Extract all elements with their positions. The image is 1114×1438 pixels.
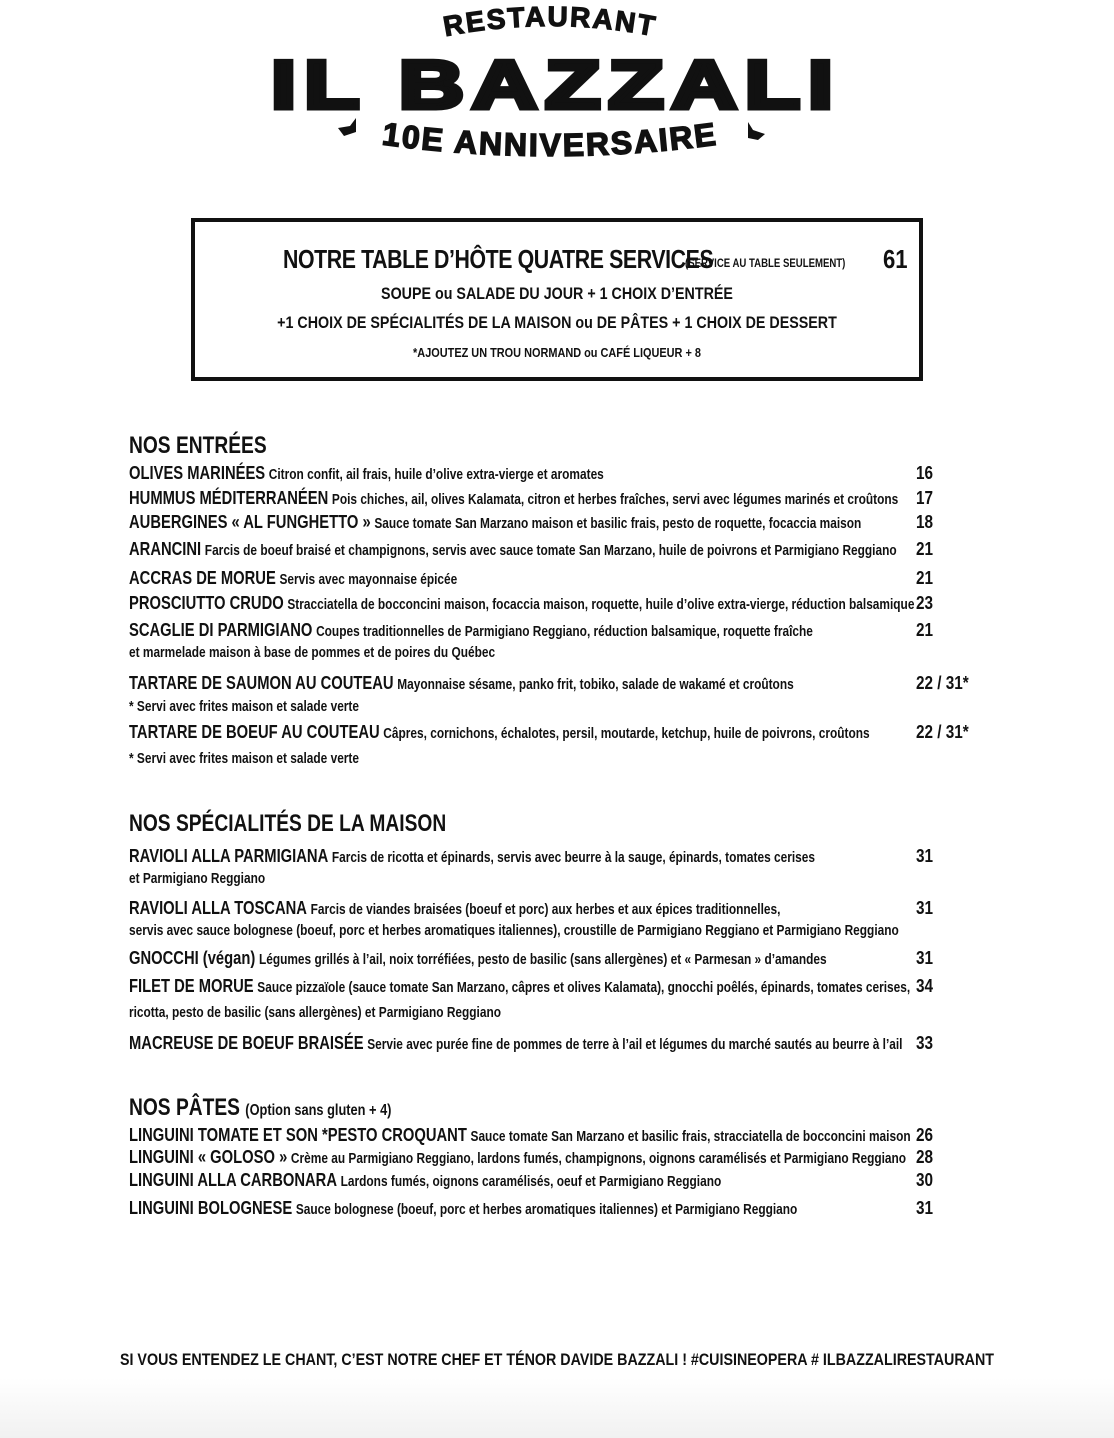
dish-note: * Servi avec frites maison et salade verte [129, 751, 360, 767]
dish-name: AUBERGINES « AL FUNGHETTO » [129, 512, 371, 532]
menu-item [129, 539, 897, 561]
dish-description: Pois chiches, ail, olives Kalamata, citron et herbes fraîches, servi avec légumes marinés et croûtons [331, 492, 899, 508]
menu-item [129, 948, 827, 970]
menu-item [129, 593, 915, 615]
menu-item [129, 488, 899, 510]
menu-item [129, 1033, 903, 1055]
footer-note: SI VOUS ENTENDEZ LE CHANT, C’EST NOTRE CHEF ET TÉNOR DAVIDE BAZZALI ! #CUISINEOPERA # ILBAZZALIRESTAURANT [119, 1350, 995, 1369]
dish-description: Farcis de viandes braisées (boeuf et porc) aux herbes et aux épices traditionnelles, [310, 902, 781, 918]
menu-item [129, 976, 911, 998]
dish-note: * Servi avec frites maison et salade verte [129, 699, 360, 715]
dish-price: 16 [916, 463, 934, 483]
dish-price: 28 [916, 1147, 934, 1167]
menu-item [129, 898, 781, 920]
logo-star-right-icon [748, 122, 765, 140]
dish-description-continued: et marmelade maison à base de pommes et de poires du Québec [129, 645, 496, 661]
restaurant-logo [0, 0, 1114, 200]
dish-description-continued: et Parmigiano Reggiano [129, 871, 266, 887]
dish-name: ARANCINI [129, 539, 202, 559]
dish-price: 34 [916, 976, 934, 996]
dish-description: Mayonnaise sésame, panko frit, tobiko, salade de wakamé et croûtons [397, 677, 794, 693]
menu-item [129, 673, 794, 695]
table-dhote-title: NOTRE TABLE D’HÔTE QUATRE SERVICES [283, 244, 714, 274]
dish-description: Câpres, cornichons, échalotes, persil, moutarde, ketchup, huile de poivrons, croûtons [383, 726, 870, 742]
dish-description: Citron confit, ail frais, huile d’olive extra-vierge et aromates [268, 467, 604, 483]
menu-item [129, 846, 816, 868]
dish-description: Servis avec mayonnaise épicée [279, 572, 458, 588]
table-dhote-price: 61 [883, 244, 908, 274]
dish-name: ACCRAS DE MORUE [129, 568, 276, 588]
dish-price: 31 [916, 1198, 934, 1218]
dish-price: 22 / 31* [916, 722, 969, 742]
dish-name: RAVIOLI ALLA PARMIGIANA [129, 846, 329, 866]
dish-price: 21 [916, 568, 934, 588]
dish-name: HUMMUS MÉDITERRANÉEN [129, 488, 329, 508]
dish-price: 31 [916, 948, 934, 968]
dish-name: TARTARE DE BOEUF AU COUTEAU [129, 722, 380, 742]
dish-price: 33 [916, 1033, 934, 1053]
dish-description: Servie avec purée fine de pommes de terre à l’ail et légumes du marché sautés au beurre à l’ail [367, 1037, 903, 1053]
dish-name: OLIVES MARINÉES [129, 463, 266, 483]
menu-item [129, 1147, 907, 1169]
dish-price: 30 [916, 1170, 934, 1190]
dish-price: 18 [916, 512, 934, 532]
dish-price: 31 [916, 898, 934, 918]
dish-name: MACREUSE DE BOEUF BRAISÉE [129, 1033, 364, 1053]
section-title-specialites: NOS SPÉCIALITÉS DE LA MAISON [129, 810, 447, 837]
logo-anniversary: 10E ANNIVERSAIRE [380, 115, 720, 164]
logo-name: IL BAZZALI [271, 47, 841, 123]
section-title-entrees: NOS ENTRÉES [129, 432, 267, 459]
menu-item [129, 568, 752, 590]
dish-name: LINGUINI TOMATE ET SON *PESTO CROQUANT [129, 1125, 467, 1145]
dish-description: Coupes traditionnelles de Parmigiano Reggiano, réduction balsamique, roquette fraîche [316, 624, 813, 640]
dish-description: Lardons fumés, oignons caramélisés, oeuf et Parmigiano Reggiano [340, 1174, 722, 1190]
dish-name: FILET DE MORUE [129, 976, 254, 996]
dish-description: Sauce tomate San Marzano maison et basilic frais, pesto de roquette, focaccia maison [374, 516, 862, 532]
menu-item [129, 722, 870, 744]
menu-item [129, 512, 862, 534]
dish-description: Farcis de ricotta et épinards, servis avec beurre à la sauge, épinards, tomates cerises [331, 850, 816, 866]
dish-description-continued: servis avec sauce bolognese (boeuf, porc et herbes aromatiques italiennes), croustille de Parmigiano Reggiano et Parmigiano Reggiano [129, 923, 899, 939]
section-title-pates [129, 1094, 391, 1122]
dish-description: Sauce tomate San Marzano et basilic frais, stracciatella de bocconcini maison [470, 1129, 911, 1145]
table-dhote-line-3: *AJOUTEZ UN TROU NORMAND ou CAFÉ LIQUEUR + 8 [413, 345, 701, 360]
section-title-pates-text: NOS PÂTES [129, 1094, 240, 1121]
dish-description: Sauce bolognese (boeuf, porc et herbes aromatiques italiennes) et Parmigiano Reggiano [295, 1202, 798, 1218]
dish-price: 21 [916, 539, 934, 559]
table-dhote-line-1: SOUPE ou SALADE DU JOUR + 1 CHOIX D’ENTRÉE [381, 284, 733, 303]
table-dhote-line-2: +1 CHOIX DE SPÉCIALITÉS DE LA MAISON ou DE PÂTES + 1 CHOIX DE DESSERT [277, 313, 837, 332]
dish-price: 21 [916, 620, 934, 640]
menu-item [129, 1125, 911, 1147]
menu-item [129, 1170, 752, 1192]
menu-item [129, 620, 813, 642]
dish-description: Farcis de boeuf braisé et champignons, servis avec sauce tomate San Marzano, huile de poivrons et Parmigiano Reggiano [204, 543, 897, 559]
dish-price: 17 [916, 488, 934, 508]
dish-description-continued: ricotta, pesto de basilic (sans allergènes) et Parmigiano Reggiano [129, 1005, 501, 1021]
dish-description: Sauce pizzaïole (sauce tomate San Marzano, câpres et olives Kalamata), gnocchi poêlés, épinards, tomates cerises, [257, 980, 911, 996]
page-bottom-shade [0, 1378, 1114, 1438]
dish-name: PROSCIUTTO CRUDO [129, 593, 284, 613]
dish-name: SCAGLIE DI PARMIGIANO [129, 620, 313, 640]
dish-description: Légumes grillés à l’ail, noix torréfiées, pesto de basilic (sans allergènes) et « Parmesan » d’amandes [258, 952, 827, 968]
table-dhote-box [191, 218, 923, 381]
menu-item [129, 1198, 798, 1220]
dish-name: TARTARE DE SAUMON AU COUTEAU [129, 673, 394, 693]
menu-item [129, 463, 752, 485]
dish-price: 22 / 31* [916, 673, 969, 693]
dish-description: Crème au Parmigiano Reggiano, lardons fumés, champignons, oignons caramélisés et Parmigiano Reggiano [290, 1151, 907, 1167]
dish-name: LINGUINI « GOLOSO » [129, 1147, 288, 1167]
dish-price: 26 [916, 1125, 934, 1145]
dish-name: RAVIOLI ALLA TOSCANA [129, 898, 307, 918]
dish-price: 23 [916, 593, 934, 613]
dish-price: 31 [916, 846, 934, 866]
logo-restaurant-label: RESTAURANT [440, 0, 660, 43]
dish-name: LINGUINI ALLA CARBONARA [129, 1170, 337, 1190]
dish-name: LINGUINI BOLOGNESE [129, 1198, 293, 1218]
dish-description: Stracciatella de bocconcini maison, focaccia maison, roquette, huile d’olive extra-vierge, réduction balsamique [287, 597, 915, 613]
dish-name: GNOCCHI (végan) [129, 948, 256, 968]
section-subtitle-pates: (Option sans gluten + 4) [245, 1102, 392, 1119]
table-dhote-note: (SERVICE AU TABLE SEULEMENT) [685, 256, 846, 270]
